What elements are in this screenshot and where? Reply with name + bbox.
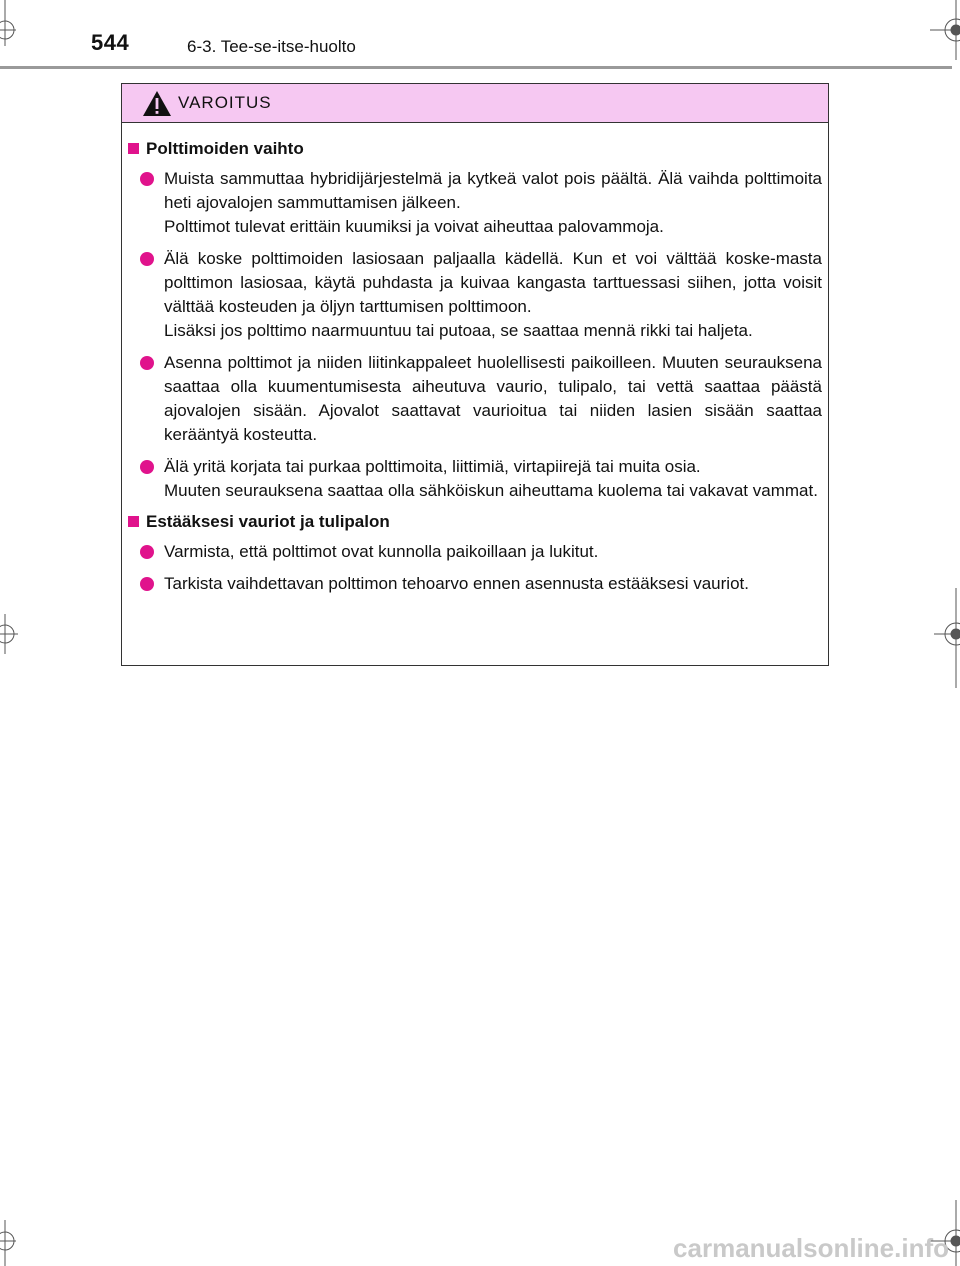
sub-heading <box>128 511 822 533</box>
round-bullet-icon <box>140 460 154 474</box>
list-item-text: Muuten seurauksena saattaa olla sähköiskun aiheuttama kuolema tai vakavat vammat. <box>164 481 818 500</box>
list-item-text: Asenna polttimot ja niiden liitinkappaleet huolellisesti paikoilleen. Muuten seurauksena saattaa olla kuumentumisesta aiheutuva vaurio, tulipalo, tai vettä saattaa päästä ajovalojen sisään. Ajovalot saattavat vaurioitua tai niiden lasien sisään saattaa kerääntyä kosteutta. <box>164 353 822 444</box>
list-item <box>128 351 822 447</box>
sub-heading <box>128 138 822 160</box>
list-item <box>128 167 822 239</box>
list-item-text: Muista sammuttaa hybridijärjestelmä ja kytkeä valot pois päältä. Älä vaihda polttimoita heti ajovalojen sammuttamisen jälkeen. <box>164 169 822 212</box>
round-bullet-icon <box>140 577 154 591</box>
warning-box <box>121 83 829 666</box>
list-item <box>128 247 822 343</box>
list-item <box>128 572 822 596</box>
page-number: 544 <box>91 30 130 55</box>
list-item-text: Älä koske polttimoiden lasiosaan paljaalla kädellä. Kun et voi välttää koske-masta polttimon lasiosaa, käytä puhdasta ja kuivaa kangasta tarttuessasi siihen, jotta voisit välttää kosteuden ja öljyn tarttumisen polttimoon. <box>164 249 822 316</box>
round-bullet-icon <box>140 172 154 186</box>
square-bullet-icon <box>128 143 139 154</box>
round-bullet-icon <box>140 356 154 370</box>
section-title: 6-3. Tee-se-itse-huolto <box>187 37 356 56</box>
list-item-text: Älä yritä korjata tai purkaa polttimoita, liittimiä, virtapiirejä tai muita osia. <box>164 457 701 476</box>
watermark-text: carmanualsonline.info <box>673 1233 949 1263</box>
warning-header <box>122 84 828 123</box>
page-header <box>0 0 960 70</box>
warning-title: VAROITUS <box>178 93 272 112</box>
warning-body <box>122 123 828 596</box>
list-item <box>128 455 822 503</box>
square-bullet-icon <box>128 516 139 527</box>
round-bullet-icon <box>140 252 154 266</box>
list-item <box>128 540 822 564</box>
list-item-text: Tarkista vaihdettavan polttimon tehoarvo ennen asennusta estääksesi vauriot. <box>164 574 749 593</box>
round-bullet-icon <box>140 545 154 559</box>
header-rule <box>0 66 952 69</box>
sub-heading-text: Estääksesi vauriot ja tulipalon <box>146 512 390 531</box>
warning-triangle-icon <box>142 90 172 117</box>
list-item-text: Lisäksi jos polttimo naarmuuntuu tai putoaa, se saattaa mennä rikki tai haljeta. <box>164 321 753 340</box>
sub-heading-text: Polttimoiden vaihto <box>146 139 304 158</box>
list-item-text: Varmista, että polttimot ovat kunnolla paikoillaan ja lukitut. <box>164 542 599 561</box>
list-item-text: Polttimot tulevat erittäin kuumiksi ja voivat aiheuttaa palovammoja. <box>164 217 664 236</box>
